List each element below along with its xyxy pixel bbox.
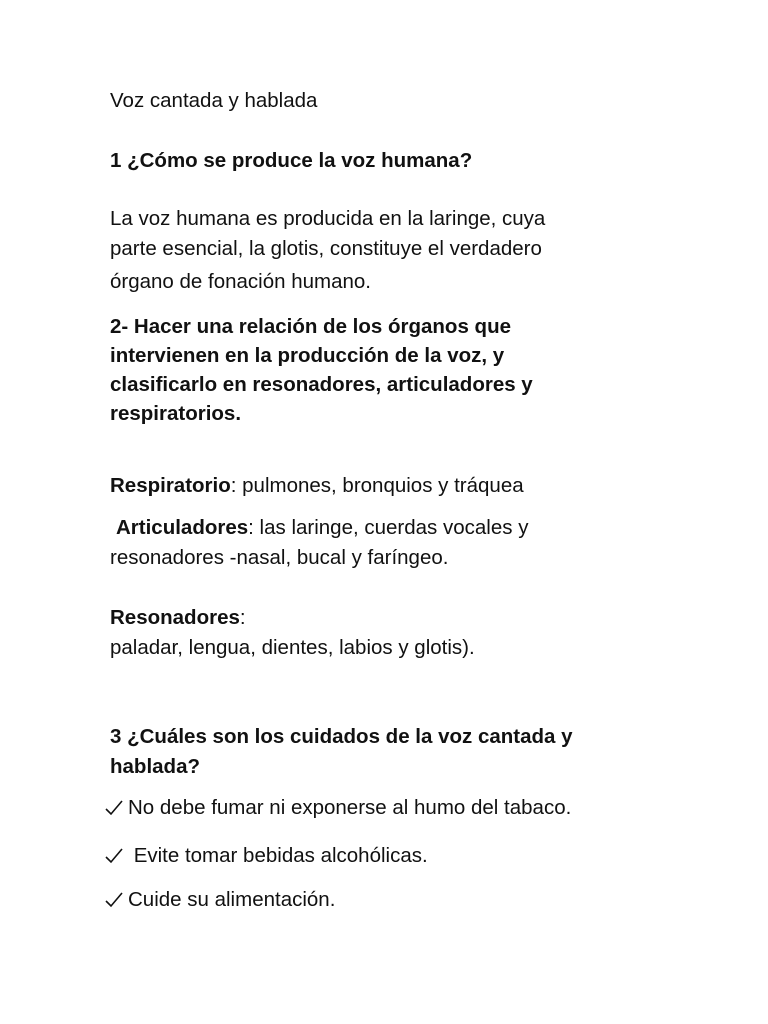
- doc-title: Voz cantada y hablada: [110, 89, 318, 112]
- respiratorio-label: Respiratorio: [110, 474, 231, 497]
- care-item-text: Cuide su alimentación.: [128, 888, 336, 911]
- resonadores-text: :: [239, 606, 246, 629]
- q2-heading-line: intervienen en la producción de la voz, y: [110, 344, 505, 367]
- resonadores-label: Resonadores: [110, 606, 240, 629]
- articuladores-label: Articuladores: [116, 516, 249, 539]
- checkmark-icon: [104, 846, 124, 866]
- q1-answer: [110, 204, 545, 297]
- checkmark-icon: [104, 798, 124, 818]
- q3-heading-line: 3 ¿Cuáles son los cuidados de la voz cantada y: [110, 725, 573, 748]
- checkmark-icon: [104, 890, 124, 910]
- resonadores-line2: paladar, lengua, dientes, labios y glotis).: [110, 636, 475, 659]
- care-item-text: Evite tomar bebidas alcohólicas.: [128, 844, 428, 867]
- care-list-item: [104, 796, 571, 820]
- q1-answer-line: parte esencial, la glotis, constituye el verdadero: [110, 237, 542, 260]
- q3-heading-line: hablada?: [110, 755, 200, 778]
- articuladores-entry: [110, 513, 529, 573]
- q2-heading-line: respiratorios.: [110, 402, 242, 425]
- articuladores-line2: resonadores -nasal, bucal y faríngeo.: [110, 546, 449, 569]
- care-list-item: [104, 844, 428, 868]
- care-item-text: No debe fumar ni exponerse al humo del tabaco.: [128, 796, 572, 819]
- care-list-item: [104, 888, 335, 912]
- q1-answer-line: La voz humana es producida en la laringe, cuya: [110, 207, 546, 230]
- q1-answer-line: órgano de fonación humano.: [110, 270, 372, 293]
- q1-heading: 1 ¿Cómo se produce la voz humana?: [110, 149, 473, 172]
- q2-heading-line: 2- Hacer una relación de los órganos que: [110, 315, 512, 338]
- resonadores-entry: [110, 603, 475, 663]
- q3-heading: [110, 722, 573, 782]
- q2-heading: [110, 312, 533, 428]
- respiratorio-entry: [110, 474, 524, 498]
- q2-heading-line: clasificarlo en resonadores, articuladores y: [110, 373, 533, 396]
- articuladores-text: : las laringe, cuerdas vocales y: [248, 516, 529, 539]
- respiratorio-text: : pulmones, bronquios y tráquea: [230, 474, 524, 497]
